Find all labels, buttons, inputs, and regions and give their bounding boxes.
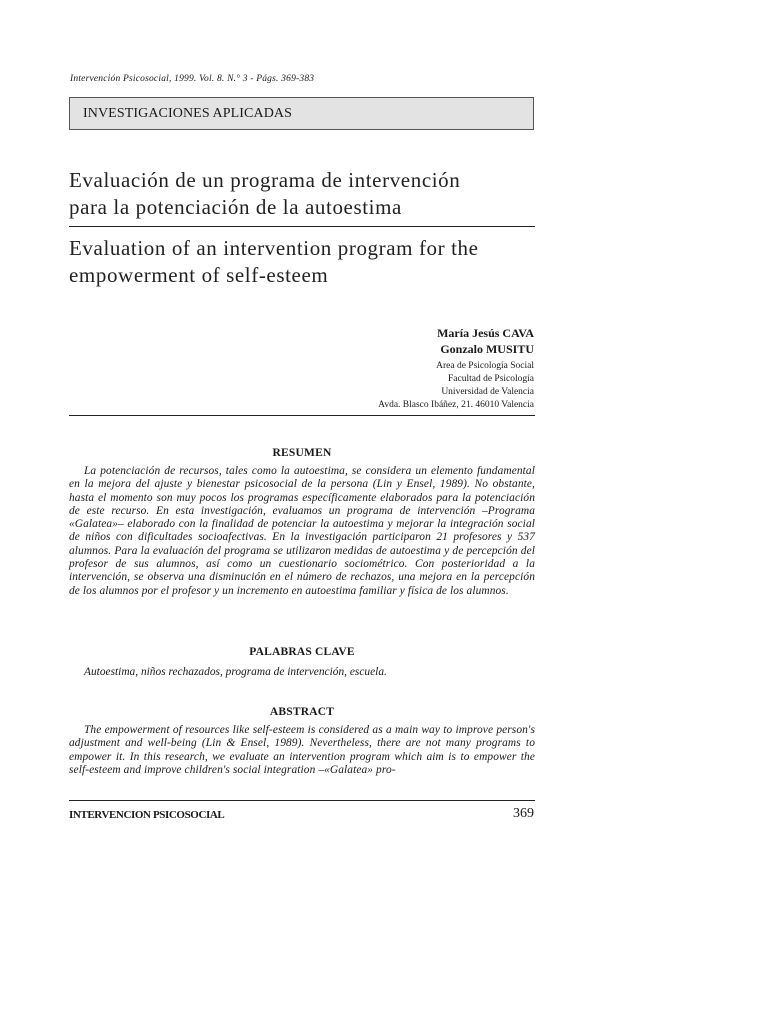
affiliation-line: Facultad de Psicología [447,374,534,384]
abstract-text: The empowerment of resources like self-esteem is considered as a main way to improve person's adjustment and well-being (Lin & Ensel, 1989). Nevertheless, there are not many programs to empower it. In this research, we evaluate an intervention program which aim is to empower the self-esteem and improve children's social integration –«Galatea» pro- [69,724,535,776]
header-divider [69,415,535,416]
author-list [437,325,534,357]
resumen-heading: RESUMEN [272,447,332,459]
affiliation-line: Avda. Blasco Ibáñez, 21. 46010 Valencia [378,400,534,410]
keywords-text: Autoestima, niños rechazados, programa de intervención, escuela. [84,666,387,678]
footer-journal-name: INTERVENCION PSICOSOCIAL [69,809,225,821]
abstract-heading: ABSTRACT [269,706,335,718]
author-name: Gonzalo MUSITU [440,342,534,356]
title-divider [69,226,535,227]
affiliation-line: Universidad de Valencia [441,387,534,397]
title-english [69,235,479,289]
author-name: María Jesús CAVA [437,326,534,340]
title-spanish-line-2: para la potenciación de la autoestima [69,195,402,219]
affiliation-line: Area de Psicología Social [436,361,534,371]
title-spanish-line-1: Evaluación de un programa de intervención [69,168,461,192]
affiliation [378,360,534,412]
keywords-heading: PALABRAS CLAVE [249,646,355,658]
page-number: 369 [513,806,534,821]
title-spanish [69,167,460,221]
journal-reference: Intervención Psicosocial, 1999. Vol. 8. N.° 3 - Págs. 369-383 [70,74,315,84]
title-english-line-2: empowerment of self-esteem [69,263,329,287]
footer-divider [69,800,535,801]
title-english-line-1: Evaluation of an intervention program for the [69,236,479,260]
section-label: INVESTIGACIONES APLICADAS [69,97,534,130]
resumen-text: La potenciación de recursos, tales como la autoestima, se considera un elemento fundamental en la mejora del ajuste y bienestar psicosocial de la persona (Lin y Ensel, 1989). No obstante, hasta el momento son muy pocos los programas específicamente elaborados para la potenciación de este recurso. En esta investigación, evaluamos un programa de intervención –Programa «Galatea»– elaborado con la finalidad de potenciar la autoestima y mejorar la integración social de niños con dificultades socioafectivas. En la investigación participaron 21 profesores y 537 alumnos. Para la evaluación del programa se utilizaron medidas de autoestima y de percepción del profesor de sus alumnos, así como un cuestionario sociométrico. Con posterioridad a la intervención, se observa una disminución en el número de rechazos, una mejora en la percepción de los alumnos por el profesor y un incremento en autoestima familiar y física de los alumnos. [69,465,535,597]
